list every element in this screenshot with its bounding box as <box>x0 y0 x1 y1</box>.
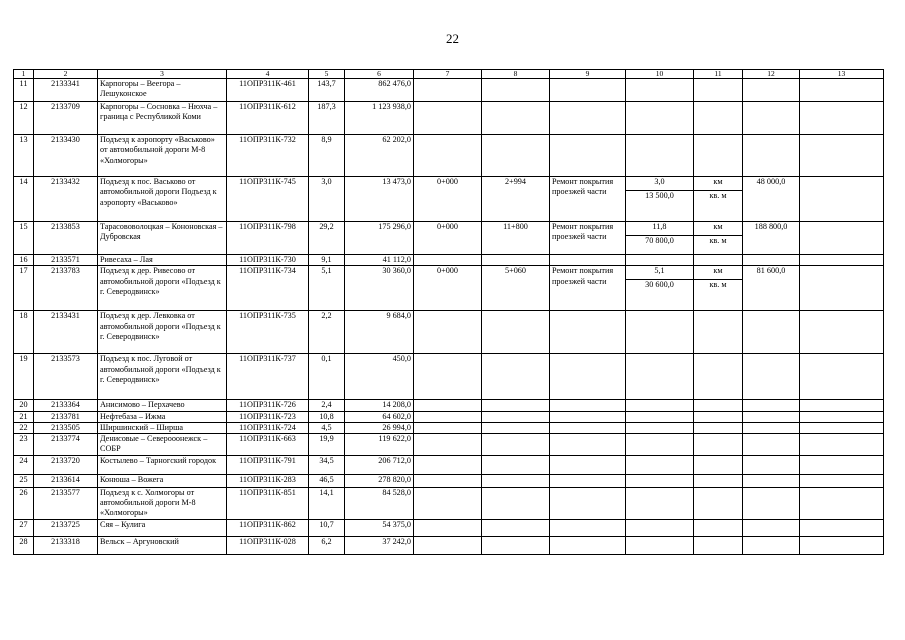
quantity-cell <box>626 102 694 135</box>
quantity-cell <box>626 455 694 474</box>
sum-cell <box>743 79 800 102</box>
road-name-cell: Вельск – Аргуновский <box>98 536 227 554</box>
column-number: 4 <box>227 70 309 79</box>
length-cell: 4,5 <box>309 422 345 433</box>
work-type-cell <box>550 422 626 433</box>
cost-cell: 41 112,0 <box>345 255 414 266</box>
column-number: 3 <box>98 70 227 79</box>
table-row <box>14 222 884 255</box>
cost-cell: 84 528,0 <box>345 487 414 519</box>
unit-cell-bottom: кв. м <box>709 191 727 200</box>
road-name-cell: Ривесаха – Лая <box>98 255 227 266</box>
column-13-cell <box>800 177 884 222</box>
row-number-cell: 14 <box>14 177 34 222</box>
row-number-cell: 21 <box>14 411 34 422</box>
sum-cell: 188 800,0 <box>743 222 800 255</box>
length-cell: 187,3 <box>309 102 345 135</box>
road-id-cell: 11ОПР311К-663 <box>227 434 309 456</box>
quantity-cell <box>626 422 694 433</box>
quantity-cell-top: 11,8 <box>626 222 693 236</box>
column-13-cell <box>800 400 884 411</box>
km-to-cell <box>482 255 550 266</box>
length-cell: 19,9 <box>309 434 345 456</box>
cost-cell: 206 712,0 <box>345 455 414 474</box>
quantity-cell-bottom: 70 800,0 <box>645 236 674 245</box>
column-number: 1 <box>14 70 34 79</box>
cost-cell: 54 375,0 <box>345 519 414 536</box>
km-to-cell: 5+060 <box>482 266 550 311</box>
work-type-cell <box>550 102 626 135</box>
km-from-cell <box>414 536 482 554</box>
unit-cell <box>694 400 743 411</box>
road-name-cell: Анисимово – Перхачево <box>98 400 227 411</box>
unit-cell <box>694 311 743 354</box>
cost-cell: 862 476,0 <box>345 79 414 102</box>
unit-cell <box>694 102 743 135</box>
row-number-cell: 28 <box>14 536 34 554</box>
km-to-cell: 11+800 <box>482 222 550 255</box>
cost-cell: 1 123 938,0 <box>345 102 414 135</box>
road-code-cell: 2133853 <box>34 222 98 255</box>
work-type-cell <box>550 434 626 456</box>
cost-cell: 62 202,0 <box>345 135 414 177</box>
unit-cell-top: км <box>694 266 742 280</box>
quantity-cell <box>626 487 694 519</box>
length-cell: 0,1 <box>309 354 345 400</box>
road-code-cell: 2133505 <box>34 422 98 433</box>
column-13-cell <box>800 519 884 536</box>
quantity-cell <box>626 411 694 422</box>
unit-cell <box>694 422 743 433</box>
km-to-cell: 2+994 <box>482 177 550 222</box>
unit-cell <box>694 519 743 536</box>
quantity-cell <box>626 434 694 456</box>
page-number: 22 <box>446 31 459 46</box>
road-name-cell: Тарасововолоцкая – Кононовская – Дубровская <box>98 222 227 255</box>
column-13-cell <box>800 411 884 422</box>
length-cell: 3,0 <box>309 177 345 222</box>
sum-cell <box>743 487 800 519</box>
road-id-cell: 11ОПР311К-723 <box>227 411 309 422</box>
quantity-cell <box>626 255 694 266</box>
column-number: 7 <box>414 70 482 79</box>
road-id-cell: 11ОПР311К-724 <box>227 422 309 433</box>
road-name-cell: Костылево – Тарногский городок <box>98 455 227 474</box>
column-13-cell <box>800 135 884 177</box>
sum-cell <box>743 135 800 177</box>
km-to-cell <box>482 536 550 554</box>
road-name-cell: Подъезд к пос. Луговой от автомобильной дороги «Подъезд к г. Северодвинск» <box>98 354 227 400</box>
length-cell: 9,1 <box>309 255 345 266</box>
sum-cell <box>743 354 800 400</box>
work-type-cell <box>550 455 626 474</box>
unit-cell <box>694 222 743 255</box>
length-cell: 6,2 <box>309 536 345 554</box>
unit-cell-top: км <box>694 222 742 236</box>
road-name-cell: Подъезд к с. Холмогоры от автомобильной дороги М-8 «Холмогоры» <box>98 487 227 519</box>
unit-cell <box>694 455 743 474</box>
unit-cell <box>694 354 743 400</box>
row-number-cell: 22 <box>14 422 34 433</box>
road-code-cell: 2133431 <box>34 311 98 354</box>
unit-cell <box>694 266 743 311</box>
column-13-cell <box>800 222 884 255</box>
quantity-cell-top: 5,1 <box>626 266 693 280</box>
km-to-cell <box>482 474 550 487</box>
road-name-cell: Подъезд к дер. Левковка от автомобильной дороги «Подъезд к г. Северодвинск» <box>98 311 227 354</box>
table-row <box>14 487 884 519</box>
column-13-cell <box>800 255 884 266</box>
work-type-cell <box>550 255 626 266</box>
column-number: 13 <box>800 70 884 79</box>
quantity-cell <box>626 135 694 177</box>
sum-cell <box>743 422 800 433</box>
row-number-cell: 25 <box>14 474 34 487</box>
unit-cell-top: км <box>694 177 742 191</box>
km-to-cell <box>482 455 550 474</box>
quantity-cell <box>626 177 694 222</box>
quantity-cell <box>626 474 694 487</box>
road-id-cell: 11ОПР311К-798 <box>227 222 309 255</box>
road-id-cell: 11ОПР311К-283 <box>227 474 309 487</box>
table-row <box>14 266 884 311</box>
cost-cell: 64 602,0 <box>345 411 414 422</box>
road-name-cell: Подъезд к пос. Васьково от автомобильной дороги Подъезд к аэропорту «Васьково» <box>98 177 227 222</box>
work-type-cell <box>550 487 626 519</box>
quantity-cell <box>626 536 694 554</box>
km-from-cell <box>414 411 482 422</box>
road-code-cell: 2133577 <box>34 487 98 519</box>
column-13-cell <box>800 79 884 102</box>
row-number-cell: 11 <box>14 79 34 102</box>
cost-cell: 14 208,0 <box>345 400 414 411</box>
road-code-cell: 2133783 <box>34 266 98 311</box>
column-13-cell <box>800 487 884 519</box>
road-name-cell: Карпогоры – Сосновка – Нюхча – граница с Республикой Коми <box>98 102 227 135</box>
table-row <box>14 79 884 102</box>
length-cell: 10,7 <box>309 519 345 536</box>
work-type-cell: Ремонт покрытия проезжей части <box>550 177 626 222</box>
column-13-cell <box>800 102 884 135</box>
column-number-row <box>14 70 884 79</box>
table-row <box>14 255 884 266</box>
road-name-cell: Карпогоры – Веегора – Лешуконское <box>98 79 227 102</box>
column-13-cell <box>800 536 884 554</box>
column-13-cell <box>800 455 884 474</box>
unit-cell <box>694 487 743 519</box>
road-name-cell: Конюша – Вожега <box>98 474 227 487</box>
quantity-cell <box>626 222 694 255</box>
sum-cell <box>743 400 800 411</box>
length-cell: 34,5 <box>309 455 345 474</box>
row-number-cell: 13 <box>14 135 34 177</box>
sum-cell <box>743 536 800 554</box>
work-type-cell: Ремонт покрытия проезжей части <box>550 222 626 255</box>
km-to-cell <box>482 135 550 177</box>
table-row <box>14 519 884 536</box>
row-number-cell: 20 <box>14 400 34 411</box>
row-number-cell: 26 <box>14 487 34 519</box>
cost-cell: 450,0 <box>345 354 414 400</box>
column-13-cell <box>800 474 884 487</box>
row-number-cell: 12 <box>14 102 34 135</box>
road-name-cell: Сяя – Кулига <box>98 519 227 536</box>
km-to-cell <box>482 311 550 354</box>
unit-cell <box>694 177 743 222</box>
work-type-cell <box>550 354 626 400</box>
km-from-cell <box>414 79 482 102</box>
km-from-cell <box>414 400 482 411</box>
sum-cell: 48 000,0 <box>743 177 800 222</box>
work-type-cell <box>550 79 626 102</box>
table-row <box>14 177 884 222</box>
quantity-cell <box>626 79 694 102</box>
sum-cell <box>743 455 800 474</box>
road-code-cell: 2133614 <box>34 474 98 487</box>
quantity-cell <box>626 266 694 311</box>
length-cell: 2,2 <box>309 311 345 354</box>
column-number: 11 <box>694 70 743 79</box>
column-number: 6 <box>345 70 414 79</box>
km-from-cell <box>414 354 482 400</box>
km-from-cell <box>414 487 482 519</box>
table-row <box>14 102 884 135</box>
row-number-cell: 16 <box>14 255 34 266</box>
table-row <box>14 354 884 400</box>
road-code-cell: 2133725 <box>34 519 98 536</box>
table-row <box>14 400 884 411</box>
row-number-cell: 27 <box>14 519 34 536</box>
sum-cell <box>743 102 800 135</box>
road-code-cell: 2133432 <box>34 177 98 222</box>
table-row <box>14 422 884 433</box>
row-number-cell: 18 <box>14 311 34 354</box>
km-from-cell <box>414 519 482 536</box>
work-type-cell: Ремонт покрытия проезжей части <box>550 266 626 311</box>
column-number: 9 <box>550 70 626 79</box>
km-to-cell <box>482 519 550 536</box>
road-code-cell: 2133774 <box>34 434 98 456</box>
length-cell: 10,8 <box>309 411 345 422</box>
quantity-cell <box>626 400 694 411</box>
work-type-cell <box>550 411 626 422</box>
road-code-cell: 2133341 <box>34 79 98 102</box>
cost-cell: 13 473,0 <box>345 177 414 222</box>
road-id-cell: 11ОПР311К-862 <box>227 519 309 536</box>
row-number-cell: 23 <box>14 434 34 456</box>
road-name-cell: Подъезд к аэропорту «Васьково» от автомобильной дороги М-8 «Холмогоры» <box>98 135 227 177</box>
column-13-cell <box>800 422 884 433</box>
table-row <box>14 411 884 422</box>
road-name-cell: Нефтебаза – Ижма <box>98 411 227 422</box>
km-to-cell <box>482 422 550 433</box>
quantity-cell-bottom: 30 600,0 <box>645 280 674 290</box>
length-cell: 46,5 <box>309 474 345 487</box>
unit-cell <box>694 434 743 456</box>
road-id-cell: 11ОПР311К-461 <box>227 79 309 102</box>
table-row <box>14 434 884 456</box>
quantity-cell <box>626 311 694 354</box>
table-row <box>14 135 884 177</box>
km-from-cell <box>414 255 482 266</box>
road-register-table <box>13 69 884 555</box>
sum-cell <box>743 474 800 487</box>
quantity-cell <box>626 519 694 536</box>
length-cell: 2,4 <box>309 400 345 411</box>
table-row <box>14 311 884 354</box>
km-to-cell <box>482 354 550 400</box>
road-id-cell: 11ОПР311К-791 <box>227 455 309 474</box>
cost-cell: 26 994,0 <box>345 422 414 433</box>
km-from-cell <box>414 311 482 354</box>
column-13-cell <box>800 354 884 400</box>
unit-cell-bottom: кв. м <box>709 236 727 245</box>
row-number-cell: 24 <box>14 455 34 474</box>
road-id-cell: 11ОПР311К-726 <box>227 400 309 411</box>
road-code-cell: 2133364 <box>34 400 98 411</box>
work-type-cell <box>550 311 626 354</box>
table-row <box>14 474 884 487</box>
table-row <box>14 536 884 554</box>
road-name-cell: Ширшинский – Ширша <box>98 422 227 433</box>
road-id-cell: 11ОПР311К-734 <box>227 266 309 311</box>
km-from-cell: 0+000 <box>414 222 482 255</box>
sum-cell <box>743 311 800 354</box>
work-type-cell <box>550 135 626 177</box>
km-from-cell: 0+000 <box>414 266 482 311</box>
road-code-cell: 2133318 <box>34 536 98 554</box>
unit-cell-bottom: кв. м <box>709 280 727 290</box>
length-cell: 14,1 <box>309 487 345 519</box>
cost-cell: 37 242,0 <box>345 536 414 554</box>
km-to-cell <box>482 411 550 422</box>
work-type-cell <box>550 400 626 411</box>
road-id-cell: 11ОПР311К-730 <box>227 255 309 266</box>
work-type-cell <box>550 536 626 554</box>
length-cell: 29,2 <box>309 222 345 255</box>
column-number: 12 <box>743 70 800 79</box>
unit-cell <box>694 79 743 102</box>
road-id-cell: 11ОПР311К-735 <box>227 311 309 354</box>
road-code-cell: 2133573 <box>34 354 98 400</box>
km-from-cell: 0+000 <box>414 177 482 222</box>
km-from-cell <box>414 422 482 433</box>
length-cell: 8,9 <box>309 135 345 177</box>
unit-cell <box>694 135 743 177</box>
row-number-cell: 19 <box>14 354 34 400</box>
road-id-cell: 11ОПР311К-737 <box>227 354 309 400</box>
cost-cell: 30 360,0 <box>345 266 414 311</box>
km-from-cell <box>414 455 482 474</box>
unit-cell <box>694 474 743 487</box>
column-number: 10 <box>626 70 694 79</box>
sum-cell <box>743 411 800 422</box>
column-13-cell <box>800 434 884 456</box>
unit-cell <box>694 411 743 422</box>
row-number-cell: 17 <box>14 266 34 311</box>
sum-cell <box>743 519 800 536</box>
unit-cell <box>694 536 743 554</box>
column-number: 5 <box>309 70 345 79</box>
road-code-cell: 2133430 <box>34 135 98 177</box>
km-from-cell <box>414 434 482 456</box>
road-name-cell: Денисовые – Северооонежск – СОБР <box>98 434 227 456</box>
length-cell: 5,1 <box>309 266 345 311</box>
road-code-cell: 2133571 <box>34 255 98 266</box>
road-name-cell: Подъезд к дер. Ривесово от автомобильной дороги «Подъезд к г. Северодвинск» <box>98 266 227 311</box>
work-type-cell <box>550 474 626 487</box>
km-from-cell <box>414 474 482 487</box>
column-number: 2 <box>34 70 98 79</box>
cost-cell: 278 820,0 <box>345 474 414 487</box>
km-to-cell <box>482 102 550 135</box>
road-code-cell: 2133781 <box>34 411 98 422</box>
km-to-cell <box>482 79 550 102</box>
row-number-cell: 15 <box>14 222 34 255</box>
road-id-cell: 11ОПР311К-732 <box>227 135 309 177</box>
road-id-cell: 11ОПР311К-028 <box>227 536 309 554</box>
unit-cell <box>694 255 743 266</box>
road-id-cell: 11ОПР311К-851 <box>227 487 309 519</box>
quantity-cell-bottom: 13 500,0 <box>645 191 674 200</box>
sum-cell <box>743 434 800 456</box>
cost-cell: 9 684,0 <box>345 311 414 354</box>
sum-cell: 81 600,0 <box>743 266 800 311</box>
sum-cell <box>743 255 800 266</box>
work-type-cell <box>550 519 626 536</box>
cost-cell: 119 622,0 <box>345 434 414 456</box>
km-from-cell <box>414 102 482 135</box>
table-row <box>14 455 884 474</box>
column-13-cell <box>800 266 884 311</box>
length-cell: 143,7 <box>309 79 345 102</box>
km-to-cell <box>482 487 550 519</box>
km-to-cell <box>482 434 550 456</box>
road-code-cell: 2133709 <box>34 102 98 135</box>
road-code-cell: 2133720 <box>34 455 98 474</box>
road-id-cell: 11ОПР311К-745 <box>227 177 309 222</box>
road-id-cell: 11ОПР311К-612 <box>227 102 309 135</box>
quantity-cell-top: 3,0 <box>626 177 693 191</box>
quantity-cell <box>626 354 694 400</box>
km-from-cell <box>414 135 482 177</box>
km-to-cell <box>482 400 550 411</box>
column-number: 8 <box>482 70 550 79</box>
cost-cell: 175 296,0 <box>345 222 414 255</box>
column-13-cell <box>800 311 884 354</box>
